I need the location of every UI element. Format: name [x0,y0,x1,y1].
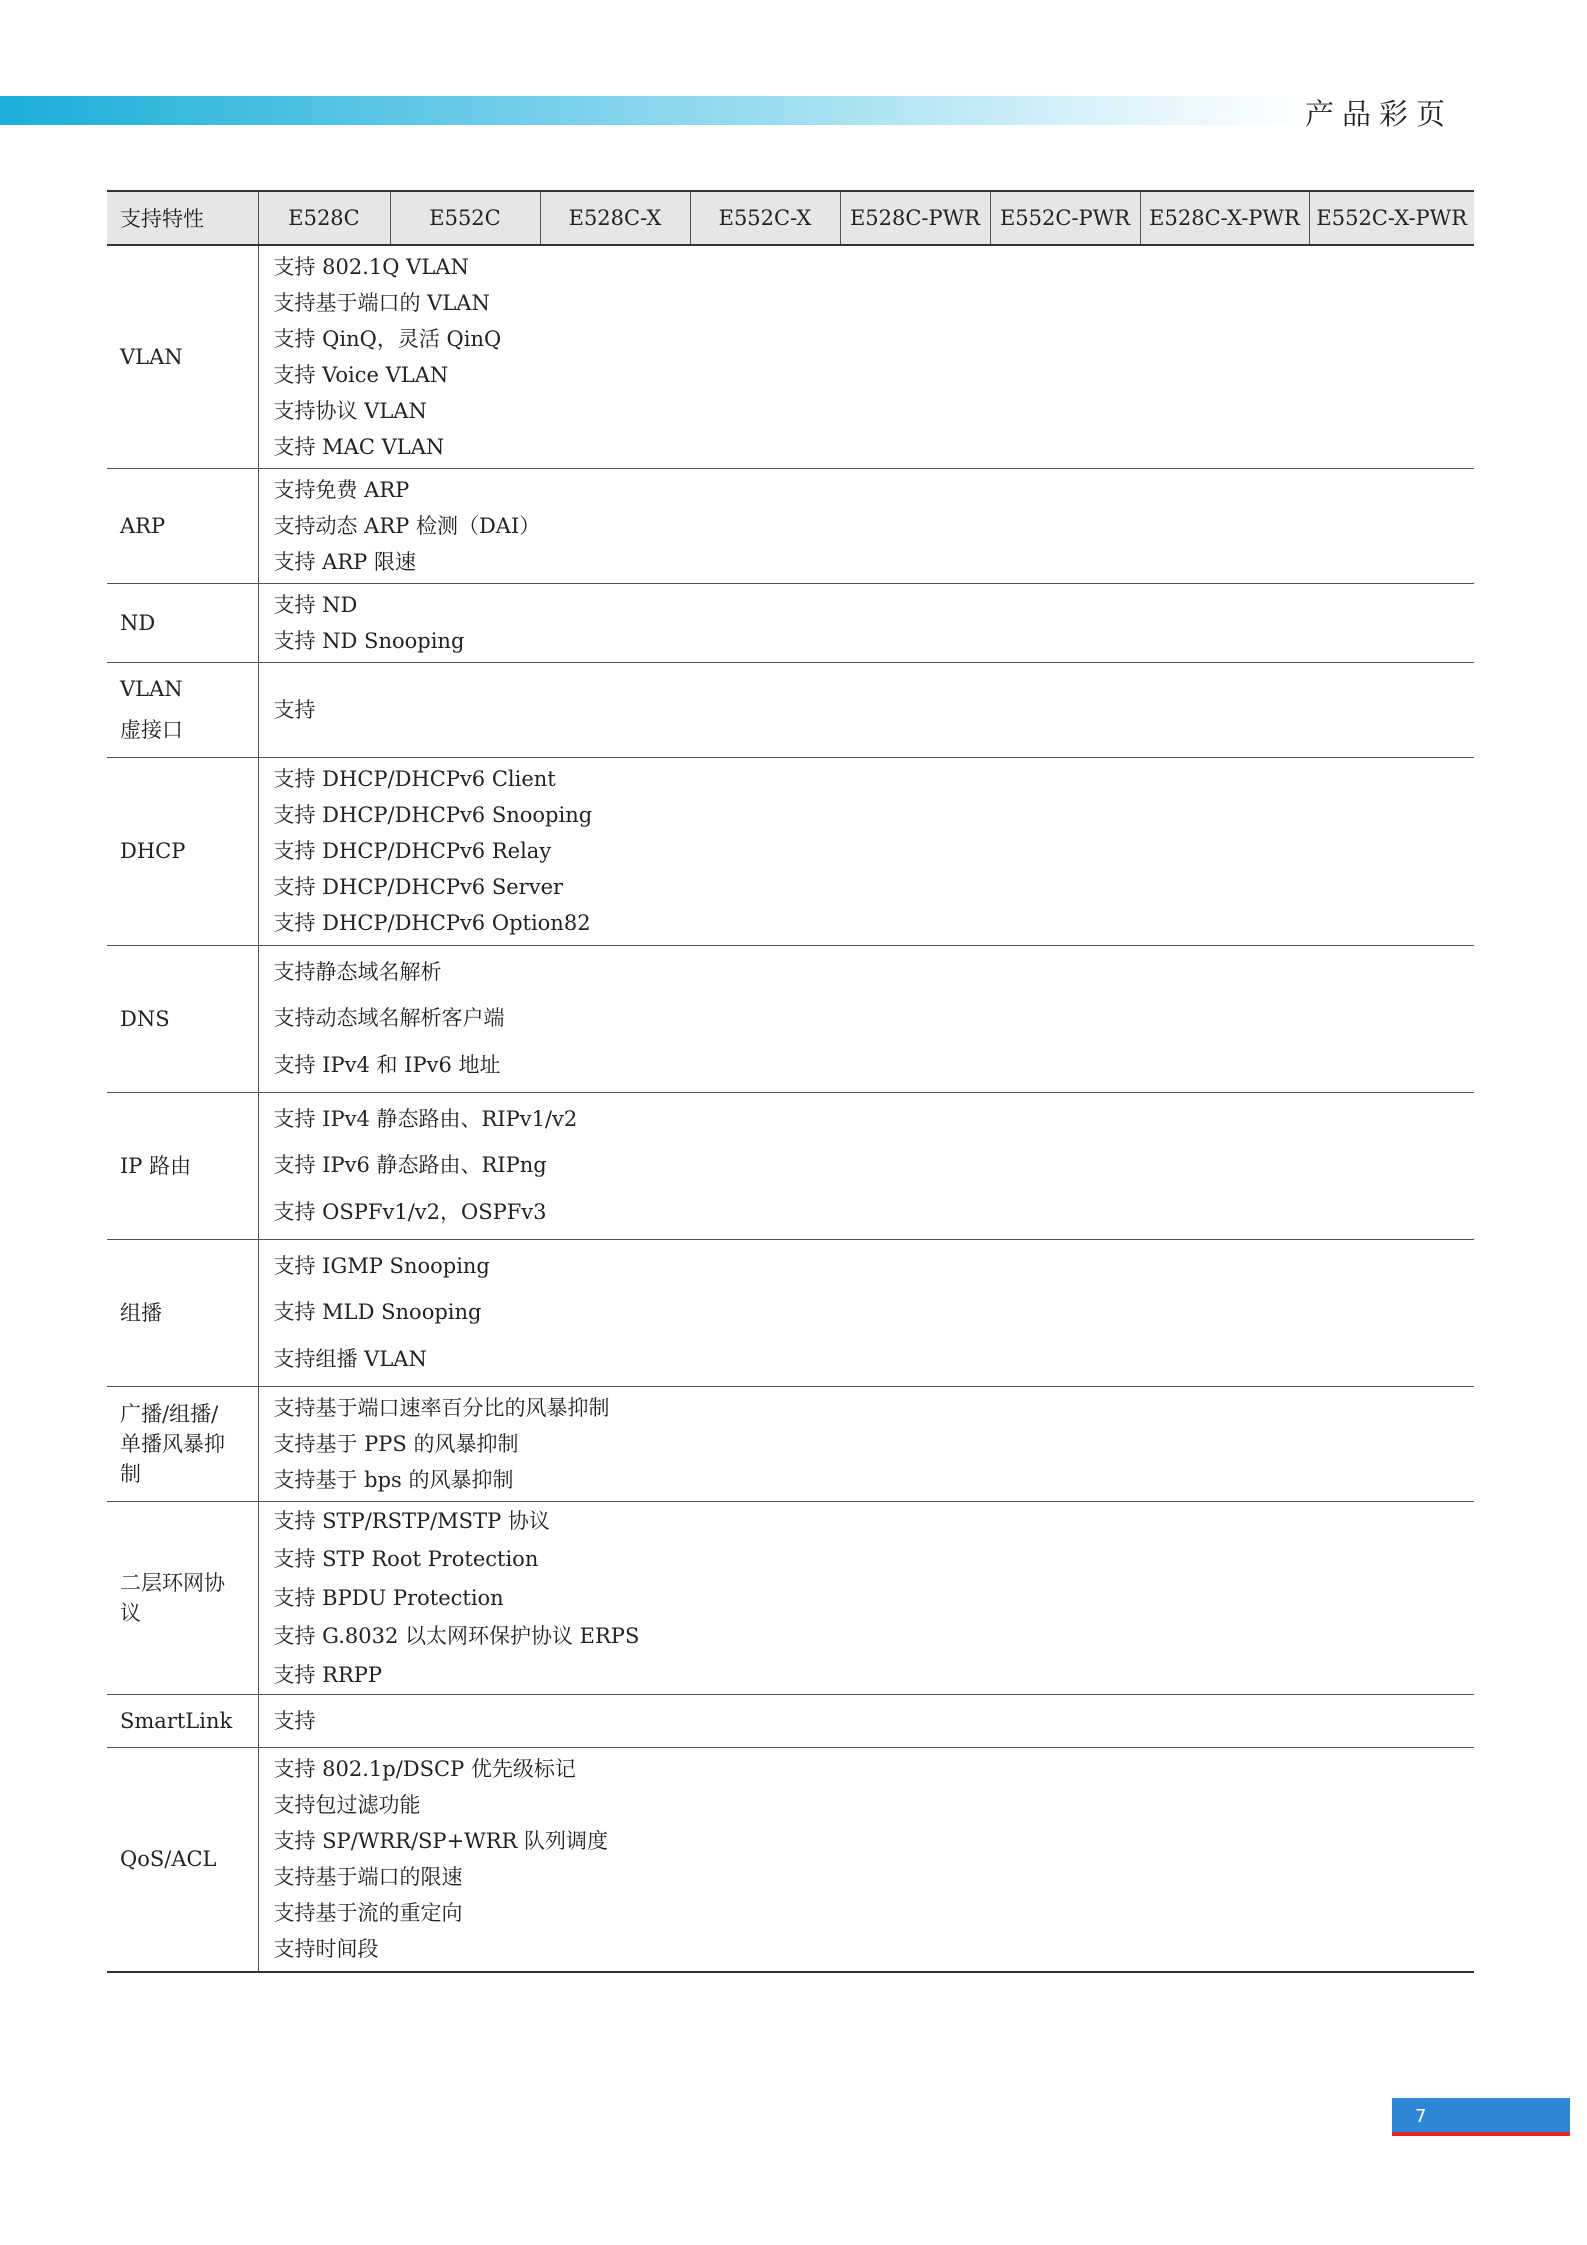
feature-label-line: 虚接口 [120,717,183,742]
feature-item: 支持免费 ARP [273,477,410,502]
feature-item: 支持 DHCP/DHCPv6 Server [273,875,564,899]
feature-label: DNS [107,945,258,1092]
page-number: 7 [1392,2098,1570,2136]
feature-content [258,1695,1474,1748]
table-row [107,468,1474,583]
column-header-model: E528C [258,191,390,245]
feature-content [258,662,1474,757]
column-header-model: E552C-X-PWR [1309,191,1474,245]
spec-table [107,190,1474,1973]
feature-content [258,757,1474,945]
feature-label-line: 广播/组播/ [120,1401,219,1426]
feature-item: 支持动态 ARP 检测（DAI） [273,513,541,538]
feature-item: 支持 STP Root Protection [273,1547,539,1571]
feature-label-line: 议 [120,1600,141,1625]
table-header-row [107,191,1474,245]
feature-content [258,945,1474,1092]
feature-item: 支持 ND Snooping [273,628,465,653]
feature-label: SmartLink [107,1695,258,1748]
feature-label: QoS/ACL [107,1748,258,1972]
feature-item: 支持包过滤功能 [273,1793,421,1818]
table-row [107,757,1474,945]
feature-item: 支持 SP/WRR/SP+WRR 队列调度 [273,1829,609,1854]
feature-item: 支持基于 bps 的风暴抑制 [273,1467,514,1492]
feature-content [258,1501,1474,1695]
column-header-model: E528C-PWR [840,191,990,245]
table-row [107,1092,1474,1239]
feature-item: 支持 Voice VLAN [273,362,449,387]
feature-item: 支持 802.1Q VLAN [273,254,469,279]
feature-item: 支持 MAC VLAN [273,434,445,459]
feature-item: 支持基于流的重定向 [273,1901,463,1926]
table-row [107,1748,1474,1972]
feature-item: 支持基于端口的限速 [273,1865,463,1890]
feature-item: 支持 OSPFv1/v2，OSPFv3 [273,1199,547,1224]
feature-label-line: 制 [120,1461,141,1486]
feature-label: ND [107,583,258,662]
feature-label [107,1386,258,1501]
feature-item: 支持 [273,1709,316,1733]
feature-item: 支持 DHCP/DHCPv6 Client [273,767,556,791]
feature-item: 支持 IPv4 静态路由、RIPv1/v2 [273,1106,578,1131]
feature-content [258,1239,1474,1386]
feature-content [258,245,1474,468]
feature-item: 支持基于端口的 VLAN [273,290,490,315]
feature-item: 支持 BPDU Protection [273,1585,504,1610]
feature-content [258,1748,1474,1972]
column-header-model: E552C-PWR [990,191,1140,245]
table-row [107,245,1474,468]
feature-item: 支持 IPv4 和 IPv6 地址 [273,1052,501,1077]
feature-item: 支持 IGMP Snooping [273,1253,490,1278]
feature-item: 支持 RRPP [273,1662,383,1687]
feature-content [258,583,1474,662]
feature-label: VLAN [107,245,258,468]
column-header-model: E552C [390,191,540,245]
table-row [107,1239,1474,1386]
feature-label: IP 路由 [107,1092,258,1239]
table-row [107,945,1474,1092]
feature-item: 支持 STP/RSTP/MSTP 协议 [273,1508,550,1533]
table-row [107,662,1474,757]
table-row [107,583,1474,662]
feature-item: 支持 DHCP/DHCPv6 Relay [273,839,552,863]
feature-content [258,1386,1474,1501]
feature-content [258,1092,1474,1239]
feature-item: 支持组播 VLAN [273,1346,427,1371]
header-title: 产品彩页 [1305,97,1454,131]
feature-content [258,468,1474,583]
table-row [107,1695,1474,1748]
feature-item: 支持协议 VLAN [273,398,427,423]
feature-item: 支持 IPv6 静态路由、RIPng [273,1153,547,1178]
feature-label [107,1501,258,1695]
feature-label-line: VLAN [120,676,183,701]
feature-item: 支持 G.8032 以太网环保护协议 ERPS [273,1624,640,1648]
feature-item: 支持 DHCP/DHCPv6 Option82 [273,911,591,935]
feature-item: 支持动态域名解析客户端 [273,1006,505,1031]
feature-label-line: 二层环网协 [120,1570,225,1595]
feature-item: 支持 MLD Snooping [273,1300,482,1325]
feature-item: 支持 [273,697,316,722]
feature-item: 支持 802.1p/DSCP 优先级标记 [273,1757,576,1782]
header-gradient-bar [0,96,1310,125]
feature-item: 支持 QinQ，灵活 QinQ [273,326,502,351]
feature-item: 支持基于端口速率百分比的风暴抑制 [273,1395,610,1420]
feature-label: DHCP [107,757,258,945]
feature-item: 支持静态域名解析 [273,959,442,984]
feature-item: 支持 ND [273,592,358,617]
column-header-feature: 支持特性 [107,191,258,245]
feature-label: ARP [107,468,258,583]
feature-item: 支持 DHCP/DHCPv6 Snooping [273,803,593,827]
column-header-model: E528C-X [540,191,690,245]
column-header-model: E528C-X-PWR [1140,191,1309,245]
feature-item: 支持 ARP 限速 [273,549,416,574]
feature-label [107,662,258,757]
feature-label-line: 单播风暴抑 [120,1431,225,1456]
column-header-model: E552C-X [690,191,840,245]
table-row [107,1501,1474,1695]
feature-item: 支持基于 PPS 的风暴抑制 [273,1431,519,1456]
table-row [107,1386,1474,1501]
feature-item: 支持时间段 [273,1937,379,1962]
feature-label: 组播 [107,1239,258,1386]
